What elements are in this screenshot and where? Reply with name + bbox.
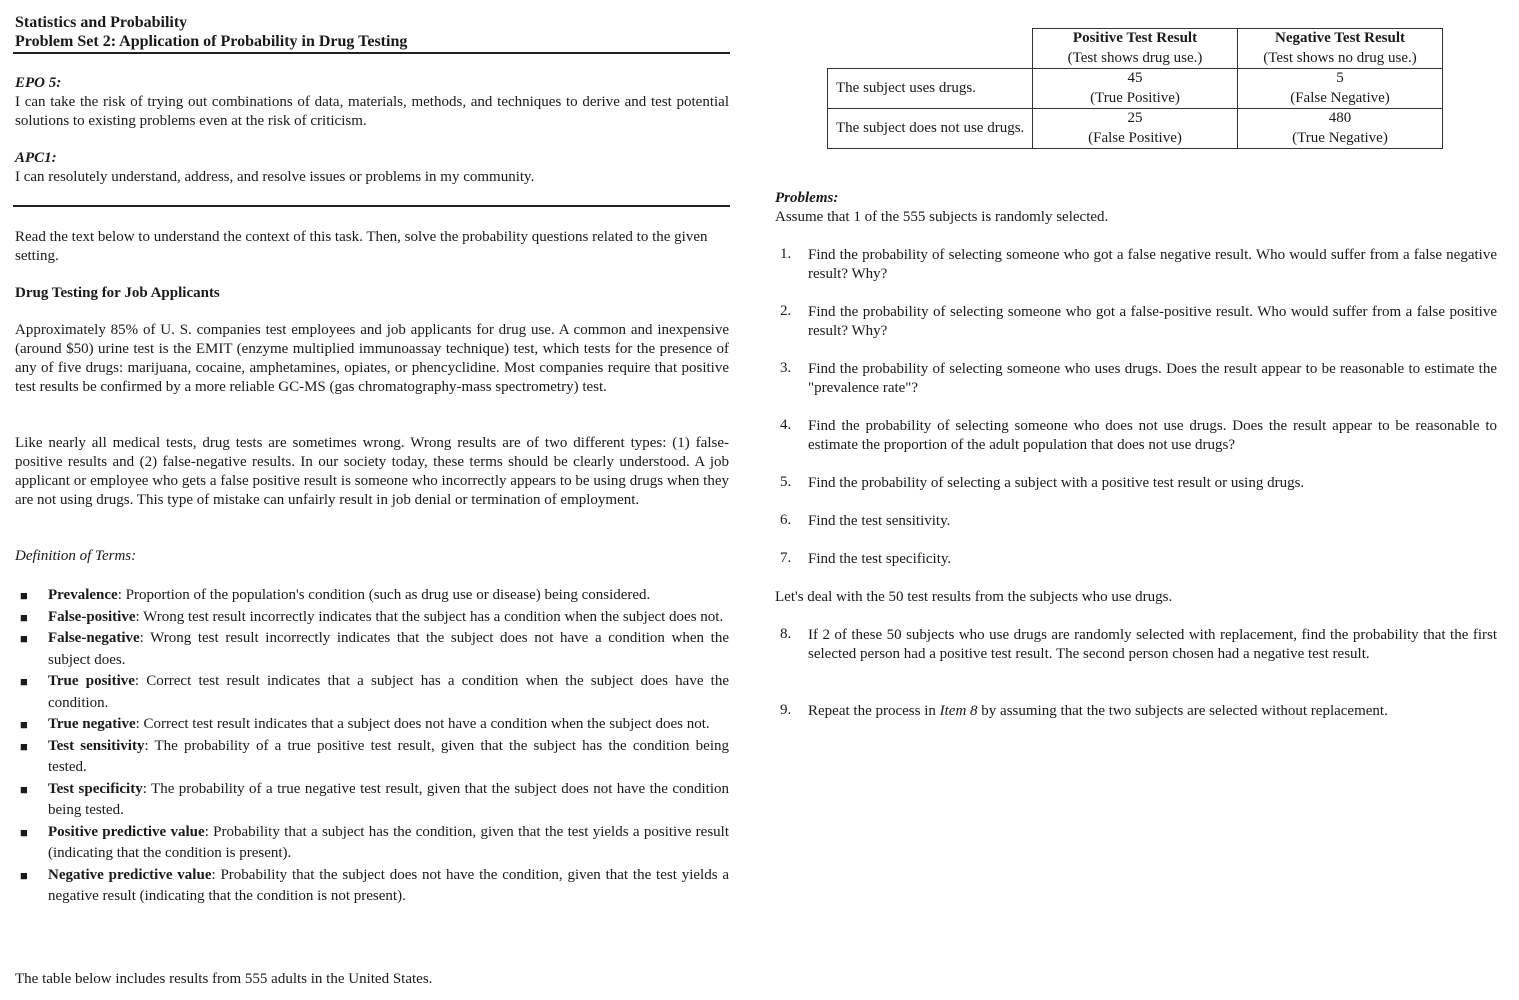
section-divider — [13, 205, 730, 207]
list-item — [15, 628, 729, 671]
intro-text: Read the text below to understand the context of this task. Then, solve the probability questions related to the given setting. — [15, 229, 708, 264]
item-number: 7. — [780, 550, 792, 566]
list-item — [775, 303, 1497, 341]
list-item — [775, 246, 1497, 284]
list-item — [775, 512, 1497, 531]
cell-note: (True Positive) — [1090, 89, 1180, 106]
bullet-icon: ■ — [20, 717, 28, 732]
term: True positive — [48, 673, 135, 689]
item-text-pre: Repeat the process in — [808, 703, 940, 719]
term: False-negative — [48, 630, 140, 646]
column-header-positive — [1033, 29, 1238, 69]
bullet-icon: ■ — [20, 609, 28, 625]
bullet-icon: ■ — [20, 674, 28, 689]
item-number: 9. — [780, 702, 792, 718]
list-item — [15, 585, 729, 607]
table-row — [828, 109, 1443, 149]
bullet-icon: ■ — [20, 781, 28, 797]
list-item — [775, 474, 1497, 493]
list-item — [15, 607, 729, 629]
bullet-icon: ■ — [20, 588, 28, 603]
course-title: Statistics and Probability — [15, 14, 188, 31]
cell-note: (False Negative) — [1290, 89, 1390, 106]
definition: : Wrong test result incorrectly indicates that the subject does not have a condition when the subject does. — [48, 630, 729, 668]
row-label: The subject uses drugs. — [828, 69, 1033, 109]
column-header-negative — [1238, 29, 1443, 69]
list-item — [775, 360, 1497, 398]
bullet-icon: ■ — [20, 824, 28, 840]
list-item — [775, 702, 1497, 721]
header-title: Positive Test Result — [1072, 30, 1198, 46]
term: Test sensitivity — [48, 737, 145, 754]
table-intro: The table below includes results from 555 adults in the United States. — [15, 971, 433, 987]
item-text: Find the probability of selecting someone who got a false negative result. Who would suffer from a false negative result? Why? — [808, 247, 1497, 282]
section-title: Drug Testing for Job Applicants — [15, 285, 220, 301]
item-number: 4. — [780, 417, 792, 433]
item-text: Find the probability of selecting someone who got a false-positive result. Who would suffer from a false positive result? Why? — [808, 304, 1497, 339]
term: Negative predictive value — [48, 866, 212, 883]
definition: : Proportion of the population's condition (such as drug use or disease) being considered. — [117, 587, 651, 603]
item-text: Find the probability of selecting someone who uses drugs. Does the result appear to be reasonable to estimate the "prevalence rate"? — [808, 361, 1497, 396]
cell-value: 5 — [1336, 70, 1344, 86]
definition: : Probability that the subject does not have the condition, given that the test yields a negative result (indicating that the condition is not present). — [48, 866, 729, 904]
paragraph-2: Like nearly all medical tests, drug tests are sometimes wrong. Wrong results are of two different types: (1) false-positive results and (2) false-negative results. In our society today, these terms should be clearly understood. A job applicant or employee who gets a false positive result is someone who incorrectly appears to be using drugs when they are not using drugs. This type of mistake can unfairly result in job denial or termination of employment. — [15, 435, 729, 508]
mid-text-item — [775, 588, 1497, 607]
list-item — [775, 550, 1497, 569]
bullet-icon: ■ — [20, 867, 28, 883]
competency-code: EPO 5: — [15, 75, 62, 91]
table-corner — [828, 29, 1033, 69]
problem-set-title: Problem Set 2: Application of Probability in Drug Testing — [15, 33, 408, 50]
problems-intro: Assume that 1 of the 555 subjects is randomly selected. — [775, 209, 1109, 225]
header-title: Negative Test Result — [1275, 30, 1405, 46]
item-text: Find the test sensitivity. — [808, 513, 951, 529]
item-text — [808, 702, 1497, 721]
bullet-icon: ■ — [20, 631, 28, 646]
list-item — [15, 822, 729, 865]
item-reference: Item 8 — [939, 703, 978, 719]
definition: : Correct test result indicates that a subject has a condition when the subject does have the condition. — [48, 673, 729, 711]
definition: : Wrong test result incorrectly indicates that the subject has a condition when the subject does not. — [135, 608, 724, 625]
term: False-positive — [48, 608, 136, 625]
row-label: The subject does not use drugs. — [828, 109, 1033, 149]
item-text: Find the probability of selecting someone who does not use drugs. Does the result appear to be reasonable to estimate the proportion of the adult population that does not use drugs? — [808, 418, 1497, 453]
cell-note: (True Negative) — [1292, 129, 1388, 146]
term: Positive predictive value — [48, 823, 205, 840]
list-item — [15, 779, 729, 822]
item-text: Find the test specificity. — [808, 551, 952, 567]
cell-value: 25 — [1127, 110, 1143, 126]
table-cell — [1238, 109, 1443, 149]
item-number: 3. — [780, 360, 792, 376]
results-table — [827, 28, 1443, 149]
definition: : The probability of a true positive test result, given that the subject has the condition being tested. — [48, 737, 729, 775]
table-cell — [1238, 69, 1443, 109]
cell-value: 480 — [1328, 110, 1352, 126]
item-text: If 2 of these 50 subjects who use drugs are randomly selected with replacement, find the probability that the first selected person had a positive test result. The second person chosen had a negative test result. — [808, 627, 1497, 662]
item-number: 2. — [780, 303, 792, 319]
table-cell — [1033, 69, 1238, 109]
definitions-list — [15, 585, 729, 908]
list-item — [15, 865, 729, 908]
item-number: 5. — [780, 474, 792, 490]
header-sub: (Test shows no drug use.) — [1263, 49, 1417, 66]
item-text-post: by assuming that the two subjects are selected without replacement. — [977, 703, 1388, 719]
list-item — [15, 714, 729, 736]
header-sub: (Test shows drug use.) — [1067, 49, 1203, 66]
list-item — [775, 417, 1497, 455]
competency-apc1 — [15, 149, 729, 187]
definitions-heading: Definition of Terms: — [15, 548, 137, 564]
item-number: 6. — [780, 512, 792, 528]
list-item — [15, 736, 729, 779]
term: Prevalence — [48, 587, 118, 603]
table-cell — [1033, 109, 1238, 149]
definition: : Probability that a subject has the condition, given that the test yields a positive result (indicating that the condition is present). — [48, 823, 729, 861]
item-text: Find the probability of selecting a subject with a positive test result or using drugs. — [808, 475, 1305, 491]
paragraph-1: Approximately 85% of U. S. companies test employees and job applicants for drug use. A common and inexpensive (around $50) urine test is the EMIT (enzyme multiplied immunoassay technique) test, which tests for the presence of any of five drugs: marijuana, cocaine, amphetamines, opiates, or phencyclidine. Most companies require that positive test results be confirmed by a more reliable GC-MS (gas chromatography-mass spectrometry) test. — [15, 322, 729, 395]
cell-value: 45 — [1127, 70, 1143, 86]
term: True negative — [48, 716, 136, 732]
definition: : The probability of a true negative test result, given that the subject does not have the condition being tested. — [48, 780, 729, 818]
term: Test specificity — [48, 780, 143, 797]
list-item — [775, 626, 1497, 664]
header-divider — [13, 52, 730, 54]
competency-epo5 — [15, 74, 729, 131]
cell-note: (False Positive) — [1088, 129, 1182, 146]
item-number: 8. — [780, 626, 792, 642]
competency-text: I can resolutely understand, address, and resolve issues or problems in my community. — [15, 169, 535, 185]
bullet-icon: ■ — [20, 738, 28, 754]
list-item — [15, 671, 729, 714]
item-number: 1. — [780, 246, 792, 262]
table-header-row — [828, 29, 1443, 69]
definition: : Correct test result indicates that a subject does not have a condition when the subject does not. — [135, 716, 710, 732]
competency-text: I can take the risk of trying out combinations of data, materials, methods, and techniques to derive and test potential solutions to existing problems even at the risk of criticism. — [15, 94, 729, 129]
competency-code: APC1: — [15, 150, 57, 166]
mid-text: Let's deal with the 50 test results from the subjects who use drugs. — [775, 589, 1173, 605]
problems-heading: Problems: — [775, 190, 839, 206]
table-row — [828, 69, 1443, 109]
